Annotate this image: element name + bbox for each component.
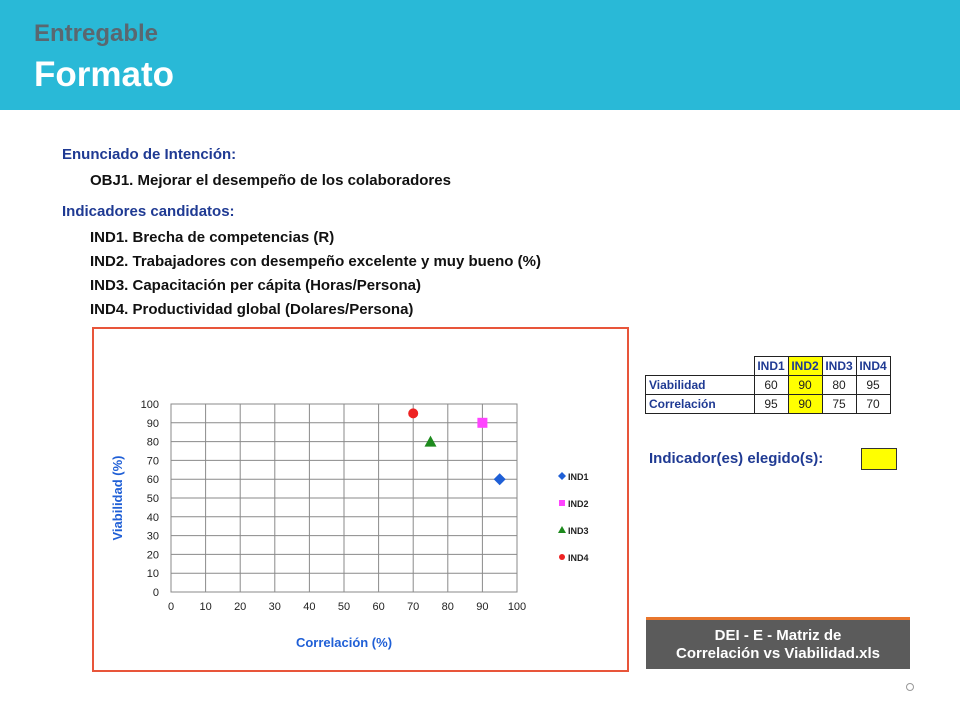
legend-marker-ind3 [558,526,566,533]
matrix-col-header: IND3 [822,357,856,376]
y-tick-label: 40 [146,511,159,524]
y-tick-label: 30 [146,530,159,543]
file-link-line2: Correlación vs Viabilidad.xls [676,644,880,662]
chosen-indicator-field[interactable] [861,448,897,470]
indicator-item: IND4. Productividad global (Dolares/Persona) [90,301,414,318]
indicators-heading: Indicadores candidatos: [62,203,235,220]
indicator-item: IND3. Capacitación per cápita (Horas/Persona) [90,277,421,294]
slide-indicator-icon [906,683,914,691]
matrix-col-header: IND2 [788,357,822,376]
excel-file-link-button[interactable] [646,617,910,669]
matrix-cell: 95 [754,395,788,414]
file-link-line1: DEI - E - Matriz de [714,626,842,644]
indicator-item: IND1. Brecha de competencias (R) [90,229,335,246]
matrix-row-label: Viabilidad [646,376,755,395]
legend-label: IND1 [568,472,589,482]
y-tick-label: 50 [146,493,159,505]
matrix-col-header: IND1 [754,357,788,376]
correlation-matrix [645,356,891,414]
matrix-cell: 60 [754,376,788,395]
x-tick-label: 40 [303,601,316,613]
x-tick-label: 10 [199,601,212,613]
legend-marker-ind4 [559,554,565,560]
x-tick-label: 50 [337,601,351,613]
header-bar [0,0,960,110]
header-subtitle: Entregable [34,20,159,47]
legend-marker-ind2 [559,500,565,506]
matrix-col-header: IND4 [856,357,890,376]
matrix-cell: 75 [822,395,856,414]
legend-label: IND2 [568,499,589,509]
y-tick-label: 60 [146,474,159,487]
x-tick-label: 60 [372,601,385,613]
x-tick-label: 30 [268,601,281,613]
matrix-cell: 95 [856,376,890,395]
x-tick-label: 100 [507,601,527,613]
y-tick-label: 90 [146,417,159,430]
legend-label: IND3 [568,526,589,536]
y-tick-label: 100 [140,399,159,411]
legend-marker-ind1 [558,472,566,480]
statement-heading: Enunciado de Intención: [62,146,237,163]
matrix-cell: 70 [856,395,890,414]
y-tick-label: 0 [152,587,159,599]
x-axis-label: Correlación (%) [295,635,393,650]
legend-label: IND4 [568,553,589,563]
matrix-row-label: Correlación [646,395,755,414]
x-tick-label: 0 [167,601,175,613]
y-tick-label: 70 [146,455,159,468]
y-tick-label: 80 [146,436,159,449]
chart-frame [92,327,629,672]
y-tick-label: 20 [146,549,159,562]
statement-objective: OBJ1. Mejorar el desempeño de los colaboradores [90,172,451,189]
x-tick-label: 80 [441,601,454,613]
data-point-ind2 [477,418,487,428]
chosen-indicator-label: Indicador(es) elegido(s): [649,450,824,467]
x-tick-label: 70 [407,601,420,613]
data-point-ind4 [408,408,418,418]
x-tick-label: 90 [476,601,489,613]
y-axis-label: Viabilidad (%) [110,455,125,541]
indicator-item: IND2. Trabajadores con desempeño excelente y muy bueno (%) [90,253,541,270]
header-title: Formato [34,55,174,94]
x-tick-label: 20 [234,601,247,613]
scatter-chart [94,329,629,672]
matrix-cell: 90 [788,376,822,395]
matrix-cell: 90 [788,395,822,414]
y-tick-label: 10 [146,568,159,581]
matrix-cell: 80 [822,376,856,395]
